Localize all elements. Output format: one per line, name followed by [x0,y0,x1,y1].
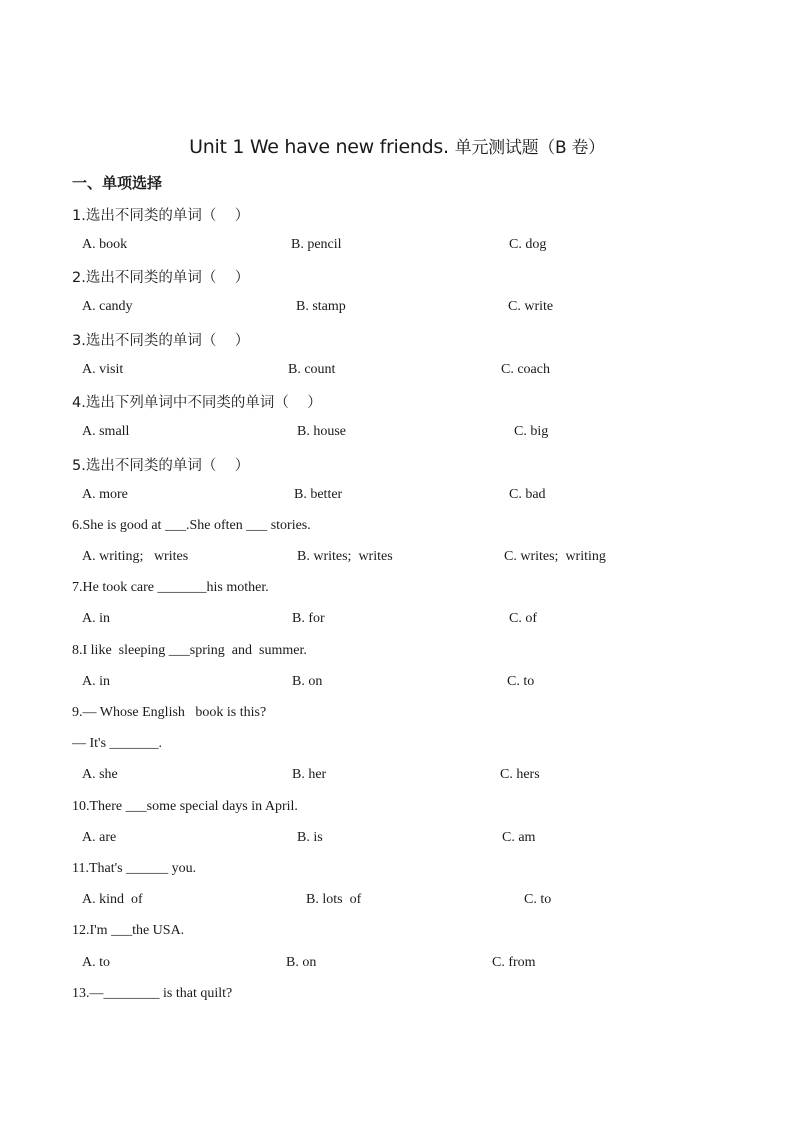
option-c: C. from [492,955,536,970]
option-c: C. coach [501,362,550,377]
option-b: B. her [292,767,327,782]
option-c: C. to [524,892,552,907]
question-stem: 2.选出不同类的单词（ ） [72,270,250,286]
option-a: A. more [82,487,128,502]
option-c: C. to [507,674,535,689]
question-stem: 13.—________ is that quilt? [72,986,233,1001]
option-a: A. small [82,424,130,439]
option-a: A. to [82,955,110,970]
option-b: B. count [288,362,336,377]
option-a: A. in [82,611,110,626]
option-a: A. book [82,237,128,252]
option-b: B. stamp [296,299,346,314]
question-stem: 3.选出不同类的单词（ ） [72,333,250,349]
question-stem: 5.选出不同类的单词（ ） [72,458,250,474]
option-c: C. big [514,424,549,439]
option-c: C. write [508,299,554,314]
option-c: C. dog [509,237,547,252]
title-english: Unit 1 We have new friends. [189,136,449,158]
option-a: A. kind of [82,892,143,907]
option-b: B. for [292,611,325,626]
question-stem: 8.I like sleeping ___spring and summer. [72,643,307,658]
option-a: A. are [82,830,117,845]
question-stem: 9.— Whose English book is this? [72,705,267,720]
question-stem: 11.That's ______ you. [72,861,197,876]
option-a: A. candy [82,299,133,314]
question-stem: 4.选出下列单词中不同类的单词（ ） [72,395,322,411]
option-b: B. pencil [291,237,342,252]
option-b: B. writes; writes [297,549,393,564]
option-c: C. am [502,830,536,845]
question-stem: 6.She is good at ___.She often ___ stories. [72,518,311,533]
option-b: B. lots of [306,892,362,907]
question-stem: 12.I'm ___the USA. [72,923,185,938]
option-b: B. house [297,424,346,439]
option-b: B. on [292,674,323,689]
title-chinese: 单元测试题（B 卷） [454,138,605,158]
section-heading: 一、单项选择 [72,174,163,192]
page-title [0,133,794,158]
option-a: A. she [82,767,118,782]
option-a: A. in [82,674,110,689]
option-c: C. bad [509,487,546,502]
question-stem-continued: — It's _______. [72,736,163,751]
option-b: B. is [297,830,323,845]
option-c: C. hers [500,767,540,782]
question-stem: 7.He took care _______his mother. [72,580,269,595]
option-a: A. writing; writes [82,549,189,564]
question-stem: 10.There ___some special days in April. [72,799,298,814]
option-c: C. writes; writing [504,549,606,564]
question-stem: 1.选出不同类的单词（ ） [72,208,250,224]
option-b: B. on [286,955,317,970]
option-a: A. visit [82,362,124,377]
option-c: C. of [509,611,537,626]
option-b: B. better [294,487,343,502]
